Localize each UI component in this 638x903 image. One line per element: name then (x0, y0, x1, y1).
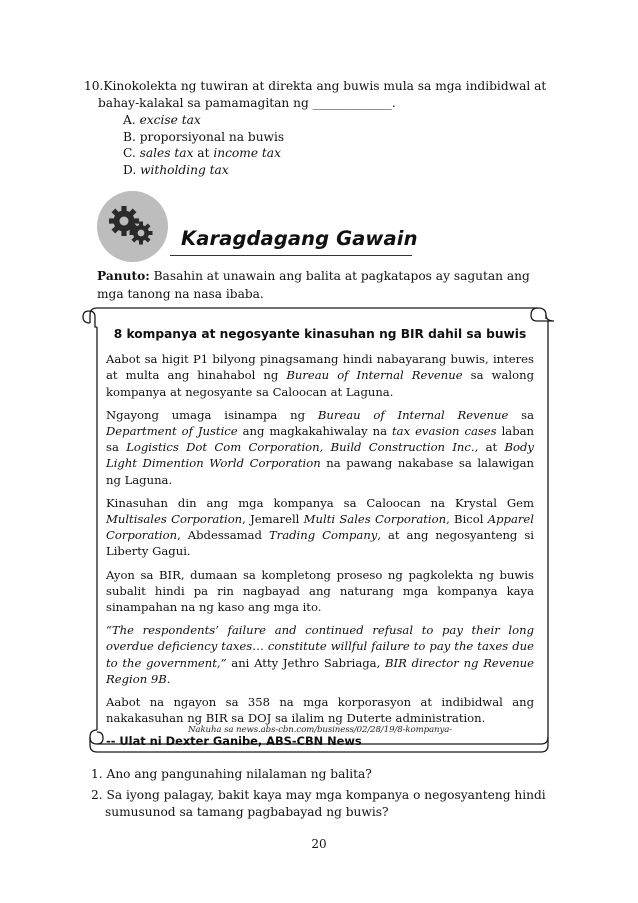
heading-underline (170, 255, 412, 256)
question-list (91, 766, 561, 825)
answer-choice (123, 162, 574, 179)
text-run: at (193, 146, 214, 160)
text-run: at (478, 440, 505, 455)
article-source: Nakuha sa news.abs-cbn.com/business/02/28/19/8-kompanya- (188, 725, 453, 735)
italic-text: Multi Sales Corporation (303, 512, 447, 527)
choice-letter: B. (123, 129, 136, 144)
article-byline: -- Ulat ni Dexter Ganibe, ABS-CBN News (106, 734, 362, 749)
article-title: 8 kompanya at negosyante kinasuhan ng BIR dahil sa buwis (113, 327, 527, 341)
italic-text: Trading Company (268, 528, 378, 543)
italic-text: Body Light Dimention World Corporation (106, 440, 534, 471)
text-run: sa (508, 407, 534, 422)
page-number: 20 (311, 837, 327, 851)
text-run: Kinasuhan din ang mga kompanya sa Caloocan na Krystal Gem (106, 495, 534, 510)
answer-choice (123, 145, 574, 162)
italic-text: tax evasion cases (392, 424, 497, 439)
choice-letter: D. (123, 162, 137, 177)
text-run: Aabot sa higit P1 bilyong pinagsamang hindi nabayarang buwis, interes at multa ang hinahabol ng (106, 352, 534, 383)
text-run: na pawang nakabase sa lalawigan ng Laguna. (106, 456, 534, 487)
article-paragraph (106, 622, 534, 687)
instructions-text: Basahin at unawain ang balita at pagkatapos ay sagutan ang mga tanong na nasa ibaba. (97, 269, 530, 301)
section-heading: Karagdagang Gawain (181, 227, 418, 250)
italic-text: Multisales Corporation (106, 512, 243, 527)
italic-text: excise tax (139, 113, 201, 127)
question-text: Ano ang pangunahing nilalaman ng balita? (102, 767, 372, 781)
answer-choice (123, 112, 574, 129)
text-run: , Abdessamad (177, 528, 269, 543)
question-item (91, 766, 561, 783)
italic-text: witholding tax (140, 162, 229, 177)
instructions-label: Panuto: (97, 269, 150, 283)
news-article (106, 323, 534, 750)
question-number: 2. (91, 788, 103, 802)
italic-text: Bureau of Internal Revenue (286, 368, 463, 383)
text-run: Ngayong umaga isinampa ng (106, 407, 318, 422)
question-10 (84, 78, 574, 178)
text-run: ani Atty Jethro Sabriaga, (226, 655, 386, 670)
text-run: ang magkakahiwalay na (237, 424, 393, 439)
question-10-text: Kinokolekta ng tuwiran at direkta ang buwis mula sa mga indibidwal at bahay-kalakal sa pamamagitan ng _____________. (98, 79, 547, 110)
choice-letter: A. (123, 113, 136, 127)
italic-text: Apparel Corporation (106, 512, 534, 543)
gears-icon (97, 191, 168, 262)
article-paragraph (106, 567, 534, 616)
answer-choices (123, 112, 574, 178)
article-paragraph (106, 495, 534, 560)
instructions (97, 267, 547, 303)
question-number: 1. (91, 767, 103, 781)
text-run: , at ang negosyanteng si Liberty Gagui. (106, 528, 534, 559)
question-10-stem (84, 78, 574, 112)
article-body (106, 351, 534, 726)
question-10-number: 10. (84, 79, 104, 93)
article-paragraph (106, 694, 534, 726)
text-run: sa walong kompanya at negosyante sa Caloocan at Laguna. (106, 368, 534, 399)
article-paragraph (106, 351, 534, 400)
question-item (91, 787, 561, 821)
text-run: , Bicol (446, 512, 488, 527)
article-paragraph (106, 407, 534, 488)
italic-text: income tax (213, 146, 281, 160)
italic-text: Logistics Dot Com Corporation, Build Construction Inc., (126, 440, 479, 455)
text-run: Aabot na ngayon sa 358 na mga korporasyon at indibidwal ang nakakasuhan ng BIR sa DOJ sa ilalim ng Duterte administration. (106, 695, 534, 726)
italic-text: “The respondents’ failure and continued refusal to pay their long overdue deficiency taxes… constitute willful failure to pay the taxes due to the government,” (106, 623, 534, 670)
text-run: Ayon sa BIR, dumaan sa kompletong proseso ng pagkolekta ng buwis subalit hindi pa rin nagbayad ang naturang mga kompanya kaya sinampahan na ng kaso ang mga ito. (106, 567, 534, 615)
question-text: Sa iyong palagay, bakit kaya may mga kompanya o negosyanteng hindi sumusunod sa tamang pagbabayad ng buwis? (102, 788, 546, 819)
gears-graphic (97, 191, 168, 262)
italic-text: sales tax (139, 146, 194, 160)
text-run: proporsiyonal na buwis (139, 129, 285, 144)
text-run: laban sa (106, 424, 534, 455)
italic-text: Bureau of Internal Revenue (317, 407, 509, 422)
italic-text: BIR director ng Revenue Region 9B. (106, 655, 534, 686)
text-run: , Jemarell (242, 512, 304, 527)
answer-choice (123, 129, 574, 146)
choice-letter: C. (123, 146, 136, 160)
italic-text: Department of Justice (106, 424, 238, 439)
